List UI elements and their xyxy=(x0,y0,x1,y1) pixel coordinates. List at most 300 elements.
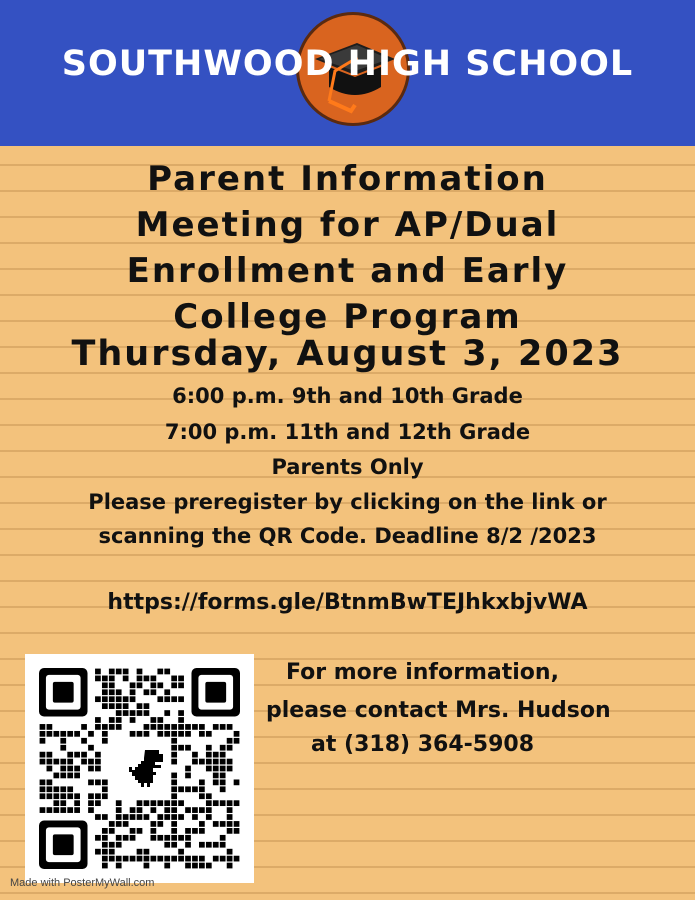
qr-module xyxy=(60,793,66,799)
qr-module xyxy=(40,724,46,730)
qr-module xyxy=(40,759,46,765)
qr-module xyxy=(171,800,177,806)
qr-module xyxy=(234,738,240,744)
qr-module xyxy=(206,814,212,820)
qr-module xyxy=(199,821,205,827)
qr-module xyxy=(60,759,66,765)
qr-module xyxy=(130,717,136,723)
qr-module xyxy=(220,745,226,751)
qr-module xyxy=(220,842,226,848)
qr-code-icon[interactable] xyxy=(25,654,254,883)
qr-module xyxy=(199,828,205,834)
qr-module xyxy=(178,835,184,841)
qr-module xyxy=(178,786,184,792)
session-first: 6:00 p.m. 9th and 10th Grade xyxy=(172,384,523,408)
qr-module xyxy=(150,821,156,827)
qr-module xyxy=(185,828,191,834)
qr-module xyxy=(185,731,191,737)
qr-module xyxy=(60,786,66,792)
qr-module xyxy=(81,752,87,758)
qr-module xyxy=(164,724,170,730)
qr-module xyxy=(40,731,46,737)
qr-module xyxy=(178,710,184,716)
qr-module xyxy=(95,814,101,820)
qr-module xyxy=(53,793,59,799)
qr-module xyxy=(102,724,108,730)
qr-module xyxy=(130,835,136,841)
qr-module xyxy=(144,703,150,709)
qr-module xyxy=(123,696,129,702)
qr-module xyxy=(144,814,150,820)
qr-module xyxy=(234,821,240,827)
qr-module xyxy=(109,842,115,848)
qr-module xyxy=(178,724,184,730)
qr-module xyxy=(95,752,101,758)
qr-module xyxy=(157,821,163,827)
qr-module xyxy=(206,766,212,772)
qr-module xyxy=(185,835,191,841)
qr-module xyxy=(102,793,108,799)
qr-module xyxy=(234,800,240,806)
qr-module xyxy=(95,759,101,765)
qr-module xyxy=(102,682,108,688)
qr-module xyxy=(150,717,156,723)
qr-module xyxy=(164,842,170,848)
qr-module xyxy=(95,849,101,855)
qr-module xyxy=(130,814,136,820)
qr-module xyxy=(178,731,184,737)
qr-module xyxy=(178,814,184,820)
qr-module xyxy=(144,710,150,716)
qr-module xyxy=(171,814,177,820)
qr-module xyxy=(130,807,136,813)
qr-module xyxy=(130,856,136,862)
qr-module xyxy=(220,759,226,765)
qr-module xyxy=(137,856,143,862)
qr-module xyxy=(157,669,163,675)
qr-module xyxy=(102,731,108,737)
qr-module xyxy=(130,731,136,737)
qr-module xyxy=(123,821,129,827)
qr-module xyxy=(102,696,108,702)
qr-module xyxy=(234,828,240,834)
qr-module xyxy=(192,752,198,758)
qr-module xyxy=(220,724,226,730)
event-date: Thursday, August 3, 2023 xyxy=(71,334,624,374)
qr-module xyxy=(164,807,170,813)
qr-module xyxy=(227,807,233,813)
qr-module xyxy=(137,731,143,737)
qr-module xyxy=(164,814,170,820)
qr-module xyxy=(171,696,177,702)
event-title-line: Parent Information xyxy=(147,159,548,199)
qr-module xyxy=(199,863,205,869)
qr-module xyxy=(185,766,191,772)
qr-module xyxy=(185,863,191,869)
audience-note: Parents Only xyxy=(271,455,424,479)
qr-module xyxy=(144,724,150,730)
qr-module xyxy=(199,779,205,785)
qr-module xyxy=(171,738,177,744)
qr-module xyxy=(53,800,59,806)
school-name: SOUTHWOOD HIGH SCHOOL xyxy=(61,44,634,84)
qr-module xyxy=(220,752,226,758)
qr-module xyxy=(199,724,205,730)
qr-module xyxy=(227,849,233,855)
qr-module xyxy=(102,786,108,792)
qr-module xyxy=(47,724,53,730)
qr-module xyxy=(95,717,101,723)
qr-module xyxy=(116,842,122,848)
qr-module xyxy=(185,786,191,792)
qr-module xyxy=(67,766,73,772)
qr-module xyxy=(220,786,226,792)
qr-module xyxy=(144,731,150,737)
qr-module xyxy=(53,807,59,813)
qr-module xyxy=(116,696,122,702)
qr-module xyxy=(171,786,177,792)
qr-module xyxy=(47,807,53,813)
qr-module xyxy=(88,779,94,785)
qr-module xyxy=(123,710,129,716)
qr-module xyxy=(185,807,191,813)
qr-module xyxy=(137,669,143,675)
qr-module xyxy=(102,676,108,682)
qr-module xyxy=(213,800,219,806)
qr-module xyxy=(137,807,143,813)
qr-module xyxy=(137,676,143,682)
qr-module xyxy=(116,800,122,806)
qr-module xyxy=(171,779,177,785)
qr-module xyxy=(192,863,198,869)
qr-module xyxy=(150,800,156,806)
qr-module xyxy=(47,779,53,785)
qr-module xyxy=(47,752,53,758)
qr-module xyxy=(102,738,108,744)
qr-module xyxy=(53,773,59,779)
qr-module xyxy=(171,745,177,751)
qr-module xyxy=(199,856,205,862)
qr-module xyxy=(178,849,184,855)
qr-module xyxy=(164,835,170,841)
qr-module xyxy=(157,731,163,737)
qr-module xyxy=(206,793,212,799)
qr-module xyxy=(123,676,129,682)
qr-module xyxy=(53,786,59,792)
qr-module xyxy=(206,745,212,751)
qr-module xyxy=(213,724,219,730)
qr-module xyxy=(150,676,156,682)
qr-module xyxy=(144,849,150,855)
event-title-line: Enrollment and Early xyxy=(126,251,569,291)
qr-module xyxy=(95,766,101,772)
contact-line: For more information, xyxy=(286,660,559,685)
qr-module xyxy=(199,842,205,848)
qr-module xyxy=(102,842,108,848)
qr-module xyxy=(150,856,156,862)
qr-module xyxy=(102,703,108,709)
qr-module xyxy=(60,731,66,737)
qr-module xyxy=(150,724,156,730)
qr-module xyxy=(213,766,219,772)
qr-module xyxy=(192,807,198,813)
session-second: 7:00 p.m. 11th and 12th Grade xyxy=(164,420,531,444)
qr-module xyxy=(206,731,212,737)
qr-finder-core xyxy=(205,682,226,703)
qr-module xyxy=(144,800,150,806)
event-title-line: College Program xyxy=(173,297,522,337)
qr-module xyxy=(164,856,170,862)
qr-module xyxy=(116,807,122,813)
qr-module xyxy=(171,821,177,827)
qr-module xyxy=(144,676,150,682)
qr-module xyxy=(213,821,219,827)
qr-module xyxy=(157,800,163,806)
qr-module xyxy=(109,856,115,862)
qr-module xyxy=(109,682,115,688)
qr-module xyxy=(178,745,184,751)
qr-module xyxy=(88,807,94,813)
qr-module xyxy=(95,696,101,702)
qr-module xyxy=(164,689,170,695)
qr-module xyxy=(234,731,240,737)
qr-module xyxy=(102,849,108,855)
preregister-line: Please preregister by clicking on the link or xyxy=(88,490,607,514)
qr-module xyxy=(213,752,219,758)
qr-module xyxy=(74,766,80,772)
qr-module xyxy=(74,752,80,758)
qr-module xyxy=(137,710,143,716)
qr-module xyxy=(116,669,122,675)
qr-module xyxy=(157,717,163,723)
qr-module xyxy=(137,800,143,806)
qr-module xyxy=(227,724,233,730)
qr-module xyxy=(81,724,87,730)
qr-module xyxy=(220,773,226,779)
qr-module xyxy=(123,814,129,820)
qr-module xyxy=(213,856,219,862)
qr-module xyxy=(171,856,177,862)
qr-module xyxy=(171,731,177,737)
contact-phone: at (318) 364-5908 xyxy=(311,732,534,757)
qr-module xyxy=(109,669,115,675)
qr-module xyxy=(102,779,108,785)
qr-module xyxy=(95,800,101,806)
qr-module xyxy=(157,724,163,730)
qr-module xyxy=(150,835,156,841)
preregister-line: scanning the QR Code. Deadline 8/2 /2023 xyxy=(98,524,597,548)
qr-module xyxy=(171,773,177,779)
qr-module xyxy=(137,682,143,688)
qr-module xyxy=(123,856,129,862)
qr-module xyxy=(88,731,94,737)
qr-module xyxy=(102,863,108,869)
qr-module xyxy=(227,738,233,744)
qr-module xyxy=(74,731,80,737)
qr-module xyxy=(123,835,129,841)
qr-module xyxy=(130,710,136,716)
qr-module xyxy=(95,779,101,785)
qr-module xyxy=(171,676,177,682)
qr-module xyxy=(220,800,226,806)
contact-line: please contact Mrs. Hudson xyxy=(266,698,611,723)
qr-module xyxy=(116,814,122,820)
qr-module xyxy=(227,766,233,772)
qr-module xyxy=(47,793,53,799)
qr-module xyxy=(116,821,122,827)
qr-module xyxy=(227,856,233,862)
qr-module xyxy=(199,759,205,765)
qr-module xyxy=(157,814,163,820)
qr-module xyxy=(192,786,198,792)
qr-module xyxy=(60,745,66,751)
qr-module xyxy=(137,814,143,820)
qr-module xyxy=(40,738,46,744)
qr-module xyxy=(220,779,226,785)
qr-module xyxy=(164,863,170,869)
qr-module xyxy=(47,731,53,737)
qr-module xyxy=(40,779,46,785)
qr-module xyxy=(67,786,73,792)
qr-module xyxy=(67,773,73,779)
qr-module xyxy=(199,786,205,792)
qr-module xyxy=(171,835,177,841)
qr-module xyxy=(220,856,226,862)
qr-module xyxy=(178,696,184,702)
qr-module xyxy=(164,710,170,716)
qr-module xyxy=(53,731,59,737)
qr-module xyxy=(116,856,122,862)
qr-module xyxy=(116,710,122,716)
qr-module xyxy=(88,759,94,765)
qr-code-graphic[interactable] xyxy=(39,668,240,869)
registration-link[interactable]: https://forms.gle/BtnmBwTEJhkxbjvWA xyxy=(107,590,588,615)
qr-module xyxy=(178,676,184,682)
qr-module xyxy=(185,773,191,779)
qr-module xyxy=(137,828,143,834)
qr-module xyxy=(220,766,226,772)
qr-module xyxy=(74,773,80,779)
qr-module xyxy=(157,856,163,862)
qr-module xyxy=(164,731,170,737)
qr-module xyxy=(206,752,212,758)
qr-module xyxy=(60,807,66,813)
qr-module xyxy=(213,779,219,785)
qr-module xyxy=(178,856,184,862)
qr-module xyxy=(102,814,108,820)
qr-module xyxy=(116,863,122,869)
qr-module xyxy=(88,766,94,772)
qr-module xyxy=(109,689,115,695)
qr-module xyxy=(144,863,150,869)
qr-module xyxy=(67,731,73,737)
qr-finder-core xyxy=(53,834,74,855)
qr-module xyxy=(171,807,177,813)
qr-module xyxy=(185,724,191,730)
qr-module xyxy=(220,821,226,827)
qr-module xyxy=(206,759,212,765)
qr-module xyxy=(116,689,122,695)
qr-module xyxy=(109,724,115,730)
qr-module xyxy=(109,821,115,827)
qr-module xyxy=(60,800,66,806)
qr-module xyxy=(95,724,101,730)
qr-module xyxy=(150,828,156,834)
qr-module xyxy=(137,703,143,709)
qr-module xyxy=(185,842,191,848)
qr-module xyxy=(227,828,233,834)
qr-module xyxy=(88,793,94,799)
qr-module xyxy=(60,773,66,779)
qr-module xyxy=(40,786,46,792)
qr-module xyxy=(53,759,59,765)
footer-credit: Made with PosterMyWall.com xyxy=(10,877,155,889)
qr-module xyxy=(116,835,122,841)
qr-module xyxy=(185,856,191,862)
qr-module xyxy=(102,835,108,841)
qr-module xyxy=(116,703,122,709)
qr-module xyxy=(192,814,198,820)
qr-module xyxy=(185,745,191,751)
qr-module xyxy=(157,696,163,702)
qr-module xyxy=(206,807,212,813)
qr-module xyxy=(213,773,219,779)
qr-module xyxy=(150,682,156,688)
qr-module xyxy=(88,745,94,751)
qr-module xyxy=(60,738,66,744)
qr-module xyxy=(192,828,198,834)
qr-module xyxy=(109,717,115,723)
qr-module xyxy=(95,793,101,799)
qr-module xyxy=(178,682,184,688)
qr-module xyxy=(164,800,170,806)
qr-module xyxy=(74,807,80,813)
qr-module xyxy=(227,759,233,765)
qr-module xyxy=(95,669,101,675)
qr-module xyxy=(144,689,150,695)
qr-module xyxy=(171,793,177,799)
qr-module xyxy=(199,793,205,799)
qr-module xyxy=(199,807,205,813)
qr-module xyxy=(81,738,87,744)
qr-module xyxy=(171,759,177,765)
qr-module xyxy=(171,828,177,834)
qr-module xyxy=(102,689,108,695)
event-title xyxy=(0,156,695,340)
qr-module xyxy=(67,752,73,758)
qr-module xyxy=(130,689,136,695)
qr-module xyxy=(40,752,46,758)
qr-module xyxy=(164,696,170,702)
qr-module xyxy=(130,828,136,834)
qr-module xyxy=(123,703,129,709)
qr-module xyxy=(171,682,177,688)
qr-module xyxy=(95,835,101,841)
qr-module xyxy=(157,835,163,841)
qr-module xyxy=(40,807,46,813)
qr-module xyxy=(47,759,53,765)
qr-module xyxy=(150,807,156,813)
qr-module xyxy=(150,689,156,695)
qr-module xyxy=(213,759,219,765)
qr-module xyxy=(137,849,143,855)
qr-module xyxy=(67,759,73,765)
qr-module xyxy=(109,828,115,834)
qr-module xyxy=(116,717,122,723)
qr-module xyxy=(88,800,94,806)
qr-module xyxy=(109,676,115,682)
qr-module xyxy=(220,835,226,841)
